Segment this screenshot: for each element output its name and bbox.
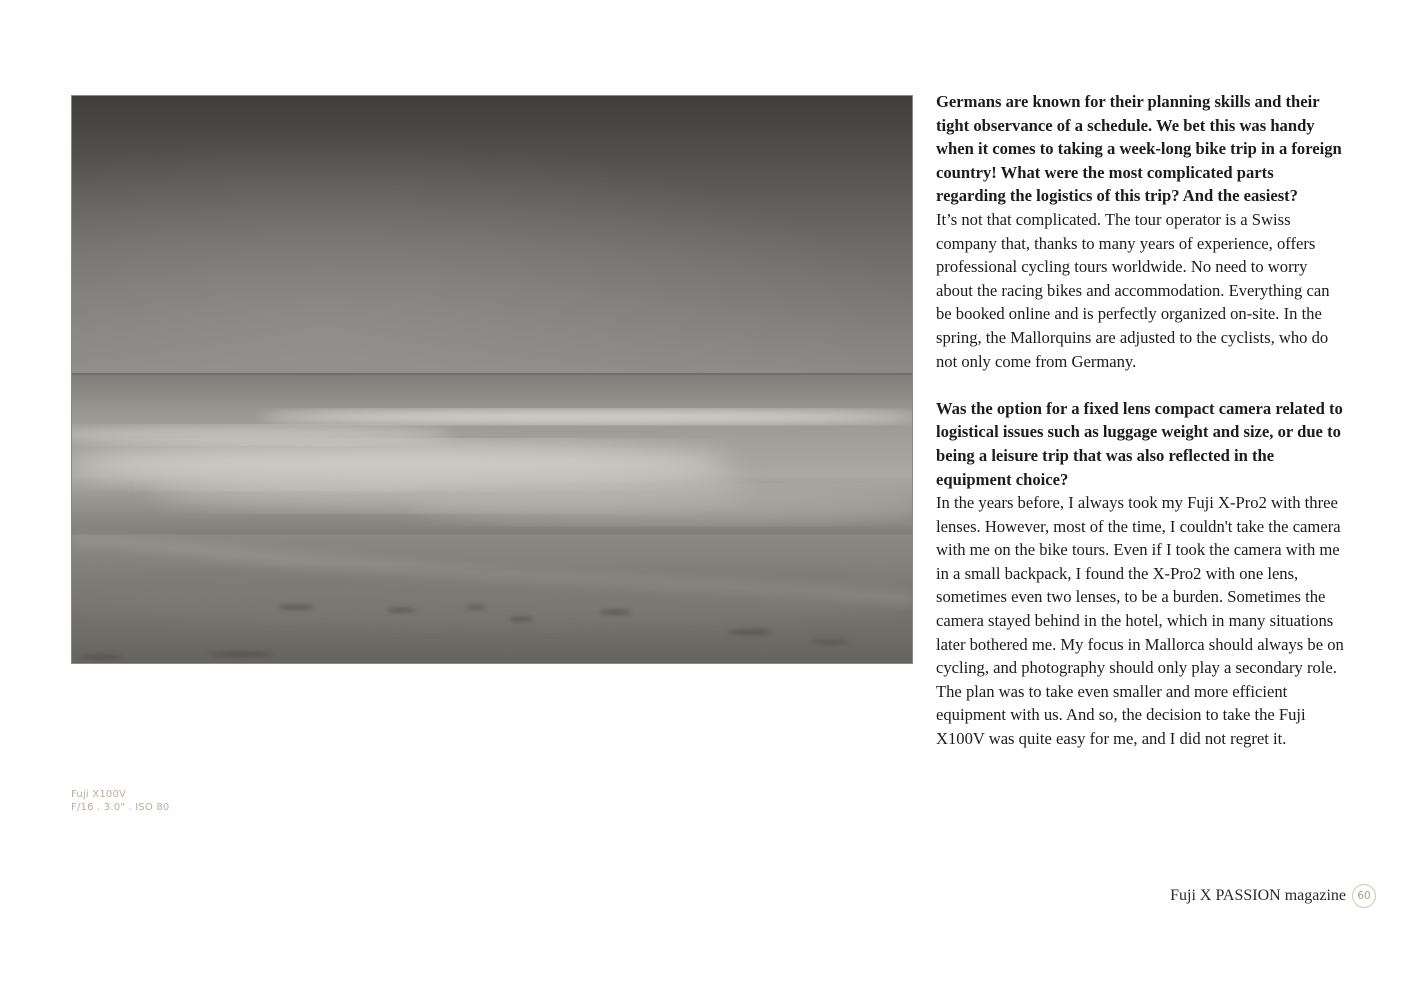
seascape-image — [72, 96, 912, 663]
question-1: Germans are known for their planning skills and their tight observance of a schedule. We bet this was handy when it comes to taking a week-long bike trip in a foreign country! What were the most complicated parts regarding the logistics of this trip? And the easiest? — [936, 92, 1342, 206]
caption-camera: Fuji X100V — [71, 789, 127, 800]
magazine-title: Fuji X PASSION magazine — [1170, 887, 1346, 904]
page-footer — [1170, 882, 1376, 910]
question-2: Was the option for a fixed lens compact camera related to logistical issues such as luggage weight and size, or due to being a leisure trip that was also reflected in the equipment choice? — [936, 398, 1343, 489]
interview-text — [936, 90, 1346, 751]
page-number-badge: 60 — [1352, 884, 1376, 908]
answer-2: In the years before, I always took my Fuji X-Pro2 with three lenses. However, most of the time, I couldn't take the camera with me on the bike tours. Even if I took the camera with me in a small backpack, I found the X-Pro2 with one lens, sometimes even two lenses, to be a burden. Sometimes the camera stayed behind in the hotel, which in many situations later bothered me. My focus in Mallorca should always be on cycling, and photography should only play a secondary role. The plan was to take even smaller and more efficient equipment with us. And so, the decision to take the Fuji X100V was quite easy for me, and I did not regret it. — [936, 493, 1344, 749]
answer-1: It’s not that complicated. The tour operator is a Swiss company that, thanks to many years of experience, offers professional cycling tours worldwide. No need to worry about the racing bikes and accommodation. Everything can be booked online and is perfectly organized on-site. In the spring, the Mallorquins are adjusted to the cyclists, who do not only come from Germany. — [936, 209, 1330, 371]
caption-settings: F/16 . 3.0" . ISO 80 — [71, 802, 170, 813]
seascape-photo — [71, 95, 913, 664]
photo-caption — [71, 788, 170, 814]
paragraph-gap — [936, 373, 1346, 397]
